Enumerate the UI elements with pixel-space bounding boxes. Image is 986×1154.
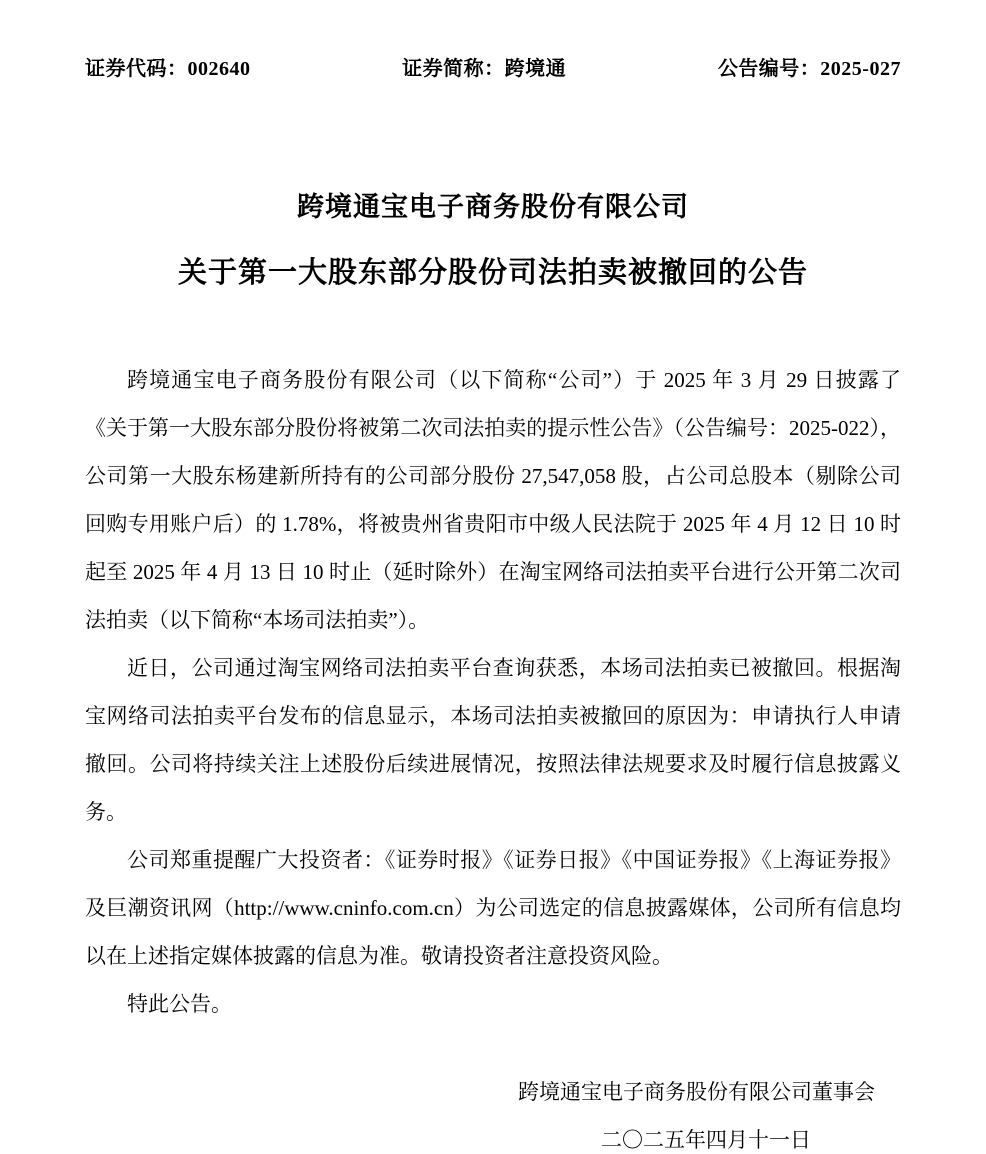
stock-code: 证券代码：002640 (85, 58, 251, 80)
announcement-subject: 关于第一大股东部分股份司法拍卖被撤回的公告 (177, 257, 808, 289)
document-header (85, 52, 901, 81)
body-paragraph-3: 公司郑重提醒广大投资者：《证券时报》《证券日报》《中国证券报》《上海证券报》及巨潮资讯网（http://www.cninfo.com.cn）为公司选定的信息披露媒体，公司所有信息均以在上述指定媒体披露的信息为准。敬请投资者注意投资风险。 (85, 848, 901, 968)
body-paragraph-closing: 特此公告。 (127, 992, 232, 1016)
signature-block (85, 1068, 901, 1154)
company-title: 跨境通宝电子商务股份有限公司 (297, 192, 689, 222)
body-paragraph-2: 近日，公司通过淘宝网络司法拍卖平台查询获悉，本场司法拍卖已被撤回。根据淘宝网络司法拍卖平台发布的信息显示，本场司法拍卖被撤回的原因为：申请执行人申请撤回。公司将持续关注上述股份后续进展情况，按照法律法规要求及时履行信息披露义务。 (85, 656, 901, 824)
title-block (85, 191, 901, 290)
body-paragraph-1: 跨境通宝电子商务股份有限公司（以下简称“公司”）于 2025 年 3 月 29 日披露了《关于第一大股东部分股份将被第二次司法拍卖的提示性公告》（公告编号：2025-022），公司第一大股东杨建新所持有的公司部分股份 27,547,058 股，占公司总股本（剔除公司回购专用账户后）的 1.78%，将被贵州省贵阳市中级人民法院于 2025 年 4 月 12 日 10 时起至 2025 年 4 月 13 日 10 时止（延时除外）在淘宝网络司法拍卖平台进行公开第二次司法拍卖（以下简称“本场司法拍卖”）。 (85, 368, 901, 632)
announcement-number: 公告编号：2025-027 (717, 58, 901, 80)
signer: 跨境通宝电子商务股份有限公司董事会 (518, 1080, 875, 1104)
announcement-body (85, 356, 901, 1028)
stock-name: 证券简称：跨境通 (402, 58, 567, 80)
signature-date: 二〇二五年四月十一日 (601, 1128, 811, 1152)
